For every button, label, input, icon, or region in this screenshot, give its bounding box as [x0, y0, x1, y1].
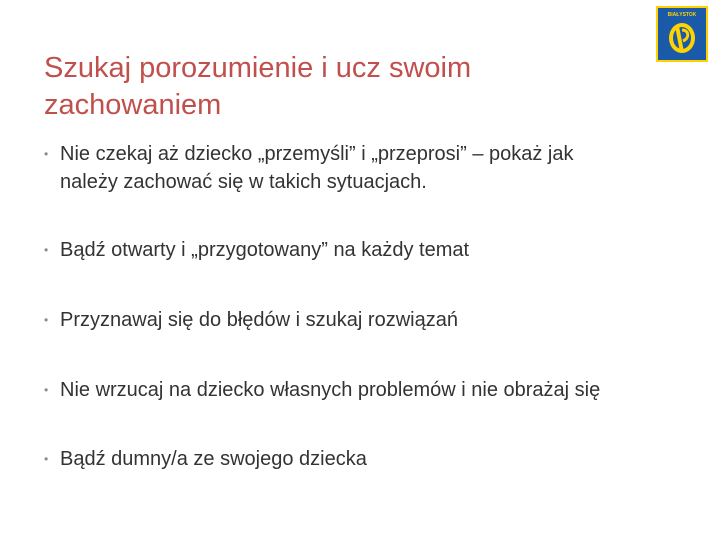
slide-title	[44, 50, 604, 124]
title-line-1: Szukaj porozumienie i ucz swoim	[44, 52, 472, 84]
bullet-dot: •	[44, 313, 49, 327]
bullet-text-line: Przyznawaj się do błędów i szukaj rozwiązań	[60, 309, 458, 331]
bullet-dot: •	[44, 452, 49, 466]
bullet-item	[44, 140, 574, 196]
bullet-text-line: Bądź dumny/a ze swojego dziecka	[60, 448, 367, 470]
bullet-item	[44, 376, 600, 404]
bullet-dot: •	[44, 243, 49, 257]
bullet-item	[44, 445, 367, 473]
bullet-item	[44, 236, 469, 264]
bullet-dot: •	[44, 383, 49, 397]
bullet-text-line: należy zachować się w takich sytuacjach.	[60, 171, 427, 193]
bullet-text-line: Bądź otwarty i „przygotowany” na każdy temat	[60, 239, 470, 261]
bullet-item	[44, 306, 458, 334]
logo-text: BIAŁYSTOK	[667, 12, 697, 18]
city-emblem-icon	[658, 8, 706, 60]
bialystok-logo	[656, 6, 708, 62]
bullet-text-line: Nie wrzucaj na dziecko własnych problemów i nie obrażaj się	[60, 379, 601, 401]
title-line-2: zachowaniem	[44, 89, 222, 121]
bullet-dot: •	[44, 147, 49, 161]
bullet-text-line: Nie czekaj aż dziecko „przemyśli” i „przeprosi” – pokaż jak	[60, 143, 574, 165]
